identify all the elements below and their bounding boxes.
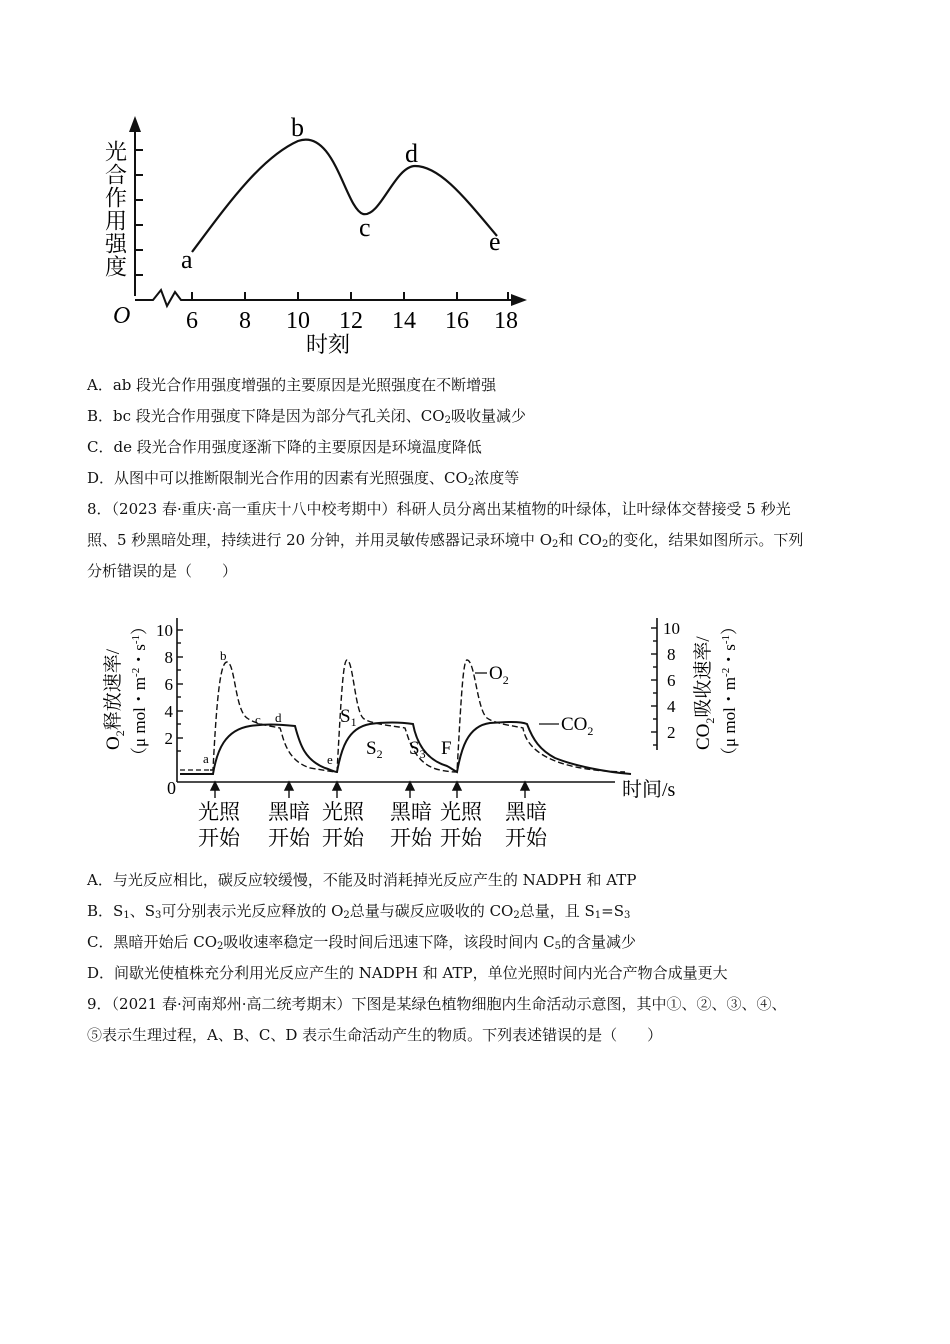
event-label-top: 黑暗 [268, 800, 310, 824]
x-tick-label: 6 [186, 308, 198, 334]
event-label-top: 光照 [198, 800, 240, 824]
left-y-tick: 10 [156, 621, 173, 640]
event-label-bottom: 开始 [198, 826, 240, 850]
left-y-tick: 6 [164, 675, 173, 694]
x-tick-label: 16 [445, 308, 469, 334]
q8-stem-line2: 照、5 秒黑暗处理，持续进行 20 分钟，并用灵敏传感器记录环境中 $O_2$和 $CO_2$的变化，结果如图所示。下列 [87, 531, 804, 550]
left-y-tick: 2 [164, 729, 173, 748]
right-y-tick: 2 [667, 723, 676, 742]
q9-stem-line1: 9．（2021 春·河南郑州·高二统考期末）下图是某绿色植物细胞内生命活动示意图，其中①、②、③、④、 [87, 995, 787, 1013]
left-y-tick: 8 [164, 648, 173, 667]
x-axis-title: 时刻 [305, 332, 351, 357]
q8-option-c: C．黑暗开始后 $CO_2$吸收速率稳定一段时间后迅速下降，该段时间内 $C_5$的含量减少 [87, 933, 637, 952]
q8-stem-line1: 8．（2023 春·重庆·高一重庆十八中校考期中）科研人员分离出某植物的叶绿体，让叶绿体交替接受 5 秒光 [87, 500, 791, 518]
figure-intermittent-light [95, 600, 785, 860]
x-axis-title: 时间/s [622, 779, 676, 801]
area-label-s1: $S_1$ [340, 706, 357, 729]
x-tick-label: 8 [239, 308, 251, 334]
left-y-tick: 4 [164, 702, 173, 721]
right-y-axis-unit: （μ mol・$m^{-2}$・$s^{-1}$） [720, 617, 739, 764]
photosynthesis-curve [192, 140, 497, 252]
series-label-co2: $CO_2$ [561, 714, 594, 738]
point-label-a: a [203, 751, 209, 766]
origin-label: O [113, 303, 131, 329]
q9-stem-line2: ⑤表示生理过程，A、B、C、D 表示生命活动产生的物质。下列表述错误的是（ ） [87, 1026, 663, 1044]
point-label-d: d [275, 710, 282, 725]
left-y-axis-title: $O_2$释放速率/ [103, 648, 127, 750]
right-y-tick: 10 [663, 619, 680, 638]
point-label-c: c [255, 712, 261, 727]
x-tick-label: 14 [392, 308, 416, 334]
q7-option-c: C．de 段光合作用强度逐渐下降的主要原因是环境温度降低 [87, 438, 482, 456]
right-y-tick: 8 [667, 645, 676, 664]
event-label-top: 黑暗 [390, 800, 432, 824]
y-axis-title: 光合作用强度 [102, 140, 128, 278]
q8-stem-line3: 分析错误的是（ ） [87, 562, 238, 580]
figure-photosynthesis-intensity [95, 108, 545, 363]
x-tick-label: 18 [494, 308, 518, 334]
point-label-c: c [359, 213, 371, 242]
point-label-b: b [220, 648, 227, 663]
right-y-tick: 6 [667, 671, 676, 690]
q8-option-b: B．$S_1$、$S_3$可分别表示光反应释放的 $O_2$总量与碳反应吸收的 $CO_2$总量，且 $S_1=S_3$ [87, 902, 631, 921]
x-tick-label: 12 [339, 308, 363, 334]
x-tick-label: 10 [286, 308, 310, 334]
event-label-top: 光照 [322, 800, 364, 824]
area-label-s3: $S_3$ [409, 738, 426, 761]
left-y-axis-unit: （μ mol・$m^{-2}$・$s^{-1}$） [130, 617, 149, 764]
event-label-bottom: 开始 [505, 826, 547, 850]
area-label-s2: $S_2$ [366, 738, 383, 761]
event-label-bottom: 开始 [440, 826, 482, 850]
point-label-a: a [181, 245, 193, 274]
event-label-top: 光照 [440, 800, 482, 824]
point-label-e: e [489, 227, 501, 256]
right-y-axis-title: $CO_2$吸收速率/ [693, 636, 717, 750]
q7-option-b: B．bc 段光合作用强度下降是因为部分气孔关闭、$CO_2$吸收量减少 [87, 407, 526, 426]
origin-label: 0 [167, 778, 176, 798]
q7-option-d: D．从图中可以推断限制光合作用的因素有光照强度、$CO_2$浓度等 [87, 469, 520, 488]
event-label-bottom: 开始 [322, 826, 364, 850]
point-label-b: b [291, 113, 304, 142]
series-label-o2: $O_2$ [489, 663, 509, 687]
q7-option-a: A．ab 段光合作用强度增强的主要原因是光照强度在不断增强 [87, 376, 497, 394]
point-label-e: e [327, 752, 333, 767]
q8-option-d: D．间歇光使植株充分利用光反应产生的 NADPH 和 ATP，单位光照时间内光合产物合成量更大 [87, 964, 728, 982]
point-label-d: d [405, 139, 418, 168]
event-label-bottom: 开始 [268, 826, 310, 850]
q8-option-a: A．与光反应相比，碳反应较缓慢，不能及时消耗掉光反应产生的 NADPH 和 ATP [87, 871, 637, 889]
event-label-top: 黑暗 [505, 800, 547, 824]
event-label-bottom: 开始 [390, 826, 432, 850]
right-y-tick: 4 [667, 697, 676, 716]
point-label-f: F [441, 738, 452, 759]
